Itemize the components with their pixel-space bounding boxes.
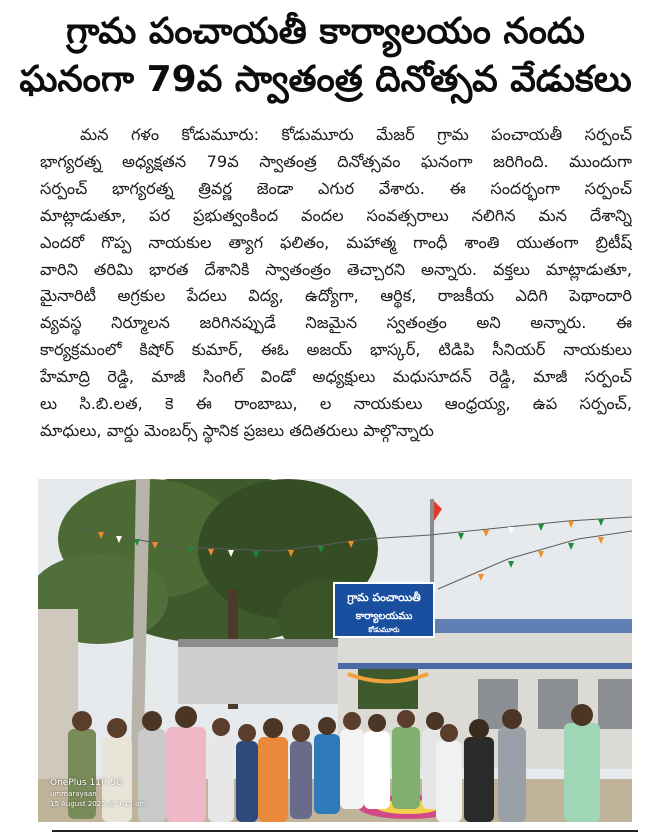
sign-board <box>334 583 434 637</box>
watermark-datetime: 15 August 2025 at 9:15 am <box>50 800 147 808</box>
sign-line-1: గ్రామ పంచాయితీ <box>347 591 421 604</box>
camera-watermark <box>50 778 146 809</box>
headline-line-1: గ్రామ పంచాయతీ కార్యాలయం నందు <box>66 11 585 52</box>
body-line: లు సి.బి.లత, కె ఈ రాంబాబు, ల నాయకులు ఆంధ్రయ్య, ఉప సర్పంచ్, <box>40 394 632 414</box>
body-line: భాగ్యరత్న అధ్యక్షతన 79వ స్వాతంత్ర దినోత్సవం ఘనంగా జరిగింది. ముందుగా <box>40 151 632 171</box>
crowd <box>68 704 600 822</box>
article-body <box>40 122 632 445</box>
body-line: మాధులు, వార్డు మెంబర్స్ స్థానిక ప్రజలు తదితరులు పాల్గొన్నారు <box>40 420 434 440</box>
body-line: సర్పంచ్ భాగ్యరత్న త్రివర్ణ జెండా ఎగుర వేశారు. ఈ సందర్భంగా సర్పంచ్ <box>40 178 632 198</box>
headline-line-2: ఘనంగా 79వ స్వాతంత్ర దినోత్సవ వేడుకలు <box>19 59 632 100</box>
watermark-device: OnePlus 11R 5G <box>50 778 123 788</box>
sign-line-3: కోడుమూరు <box>368 626 400 634</box>
bottom-divider <box>52 830 638 832</box>
sign-line-2: కార్యాలయము <box>355 611 413 622</box>
body-line: కార్యక్రమంలో కిషోర్ కుమార్, ఈఓ అజయ్ భాస్కర్, టిడిపి సీనియర్ నాయకులు <box>40 340 632 360</box>
body-line: మాట్లాడుతూ, పర ప్రభుత్వంకింద వందల సంవత్సరాలు నలిగిన మన దేశాన్ని <box>40 205 632 225</box>
body-line: మైనారిటీ అగ్రకుల పేదలు విద్య, ఉద్యోగా, ఆర్థిక, రాజకీయ ఎదిగి పెథాందారి <box>40 286 632 306</box>
shed <box>178 644 338 704</box>
body-line: హేమాద్రి రెడ్డి, మాజీ సింగిల్ విండో అధ్యక్షులు మధుసూదన్ రెడ్డి, మాజీ సర్పంచ్ <box>40 367 632 387</box>
body-line: వ్యవస్థ నిర్మూలన జరిగినప్పుడే నిజమైన స్వతంత్రం అని అన్నారు. ఈ <box>40 313 632 333</box>
body-line: మన గళం కోడుమూరు: కోడుమూరు మేజర్ గ్రామ పంచాయతీ సర్పంచ్ <box>80 125 632 144</box>
watermark-user: ummarayaan <box>50 790 97 798</box>
event-photo <box>38 479 632 822</box>
body-line: ఎందరో గొప్ప నాయకుల త్యాగ ఫలితం, మహాత్మ గాంధీ శాంతి యుతంగా బ్రిటీష్ <box>40 232 632 252</box>
body-line: వారిని తరిమి భారత దేశానికి స్వాతంత్రం తెచ్చారని అన్నారు. వక్తలు మాట్లాడుతూ, <box>40 259 632 279</box>
